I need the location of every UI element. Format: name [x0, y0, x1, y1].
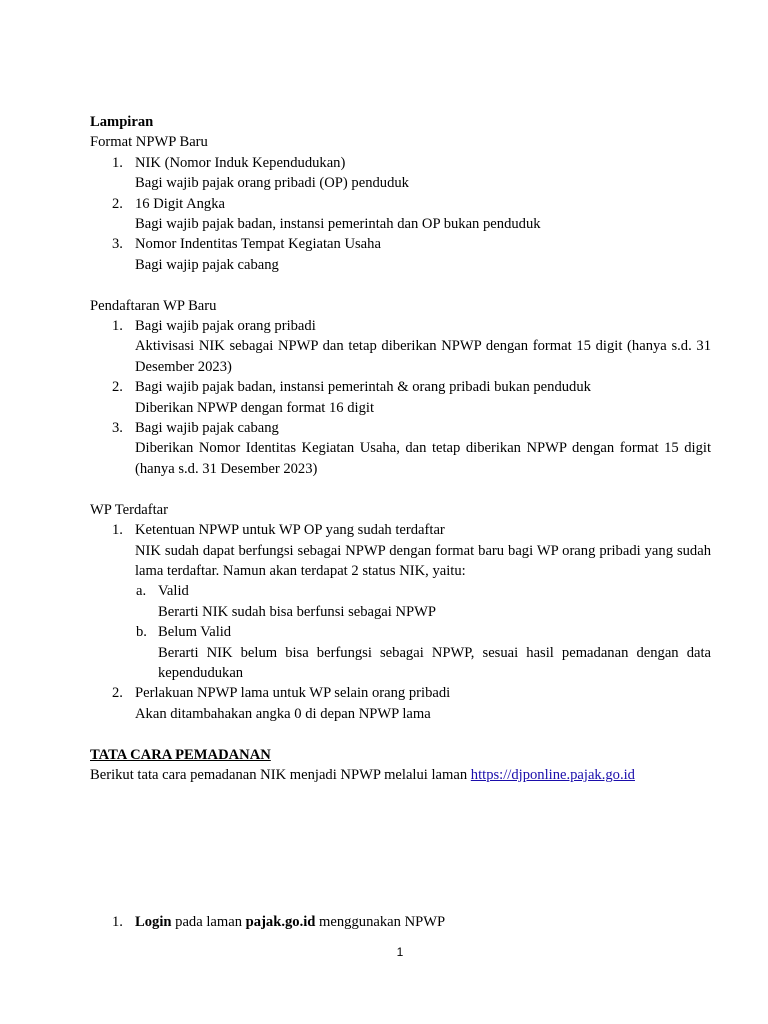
wp-terdaftar-list	[90, 520, 711, 724]
list-item	[90, 316, 711, 377]
list-item-desc: Bagi wajib pajak orang pribadi (OP) penduduk	[135, 175, 409, 192]
list-item-title: Nomor Indentitas Tempat Kegiatan Usaha	[135, 236, 381, 253]
tata-cara-heading: TATA CARA PEMADANAN	[90, 746, 271, 763]
list-item-title: Bagi wajib pajak cabang	[135, 420, 279, 437]
list-number: 2.	[112, 685, 123, 702]
list-item	[90, 683, 711, 724]
step-text: pada laman	[171, 914, 246, 930]
list-item-desc: Akan ditambahakan angka 0 di depan NPWP lama	[135, 705, 431, 722]
list-number: 1.	[112, 154, 123, 171]
list-item	[90, 194, 711, 235]
list-number: 3.	[112, 420, 123, 437]
list-item	[90, 912, 711, 932]
list-item-title: 16 Digit Angka	[135, 195, 225, 212]
list-item-title: NIK (Nomor Induk Kependudukan)	[135, 154, 346, 171]
sublist-item-title: Valid	[158, 583, 189, 600]
wp-terdaftar-heading: WP Terdaftar	[90, 501, 168, 518]
list-item	[90, 377, 711, 418]
list-item	[90, 153, 711, 194]
lampiran-title: Lampiran	[90, 114, 154, 130]
sublist-item	[90, 581, 711, 622]
list-number: 1.	[112, 522, 123, 539]
pendaftaran-list	[90, 316, 711, 479]
site-bold: pajak.go.id	[245, 914, 316, 930]
list-item	[90, 234, 711, 275]
list-item-desc: NIK sudah dapat berfungsi sebagai NPWP dengan format baru bagi WP orang pribadi yang sudah lama terdaftar. Namun akan terdapat 2 status NIK, yaitu:	[135, 542, 711, 579]
page-number: 1	[396, 945, 404, 959]
tata-cara-intro	[90, 765, 711, 785]
sublist-letter: a.	[136, 583, 147, 600]
status-sublist	[135, 581, 711, 683]
list-number: 2.	[112, 195, 123, 212]
format-npwp-list	[90, 153, 711, 275]
list-item	[90, 418, 711, 479]
step-list	[90, 912, 711, 932]
sublist-item-desc: Berarti NIK belum bisa berfungsi sebagai NPWP, sesuai hasil pemadanan dengan data kependudukan	[158, 644, 711, 681]
sublist-item-title: Belum Valid	[158, 624, 232, 641]
sublist-item	[90, 622, 711, 683]
list-item-title: Bagi wajib pajak orang pribadi	[135, 318, 316, 335]
list-item	[90, 520, 711, 683]
list-number: 1.	[112, 318, 123, 335]
login-bold: Login	[135, 914, 172, 930]
list-item-desc: Bagi wajip pajak cabang	[135, 256, 279, 273]
list-number: 3.	[112, 236, 123, 253]
list-number: 2.	[112, 379, 123, 396]
list-item-desc: Aktivisasi NIK sebagai NPWP dan tetap diberikan NPWP dengan format 15 digit (hanya s.d. 31 Desember 2023)	[135, 338, 711, 375]
list-item-title: Bagi wajib pajak badan, instansi pemerintah & orang pribadi bukan penduduk	[135, 379, 591, 396]
list-item-desc: Diberikan Nomor Identitas Kegiatan Usaha, dan tetap diberikan NPWP dengan format 15 digit (hanya s.d. 31 Desember 2023)	[135, 440, 711, 477]
format-npwp-heading: Format NPWP Baru	[90, 134, 208, 151]
list-item-title: Perlakuan NPWP lama untuk WP selain orang pribadi	[135, 685, 451, 702]
list-item-desc: Diberikan NPWP dengan format 16 digit	[135, 399, 374, 416]
list-item-desc: Bagi wajib pajak badan, instansi pemerintah dan OP bukan penduduk	[135, 216, 541, 233]
list-number: 1.	[112, 914, 123, 930]
step-text: menggunakan NPWP	[315, 914, 446, 930]
djponline-link[interactable]: https://djponline.pajak.go.id	[470, 766, 635, 783]
sublist-item-desc: Berarti NIK sudah bisa berfunsi sebagai NPWP	[158, 603, 437, 620]
pendaftaran-heading: Pendaftaran WP Baru	[90, 297, 217, 314]
document-body	[90, 112, 711, 785]
list-item-title: Ketentuan NPWP untuk WP OP yang sudah terdaftar	[135, 522, 445, 539]
intro-text: Berikut tata cara pemadanan NIK menjadi NPWP melalui laman	[90, 766, 471, 783]
sublist-letter: b.	[136, 624, 147, 641]
